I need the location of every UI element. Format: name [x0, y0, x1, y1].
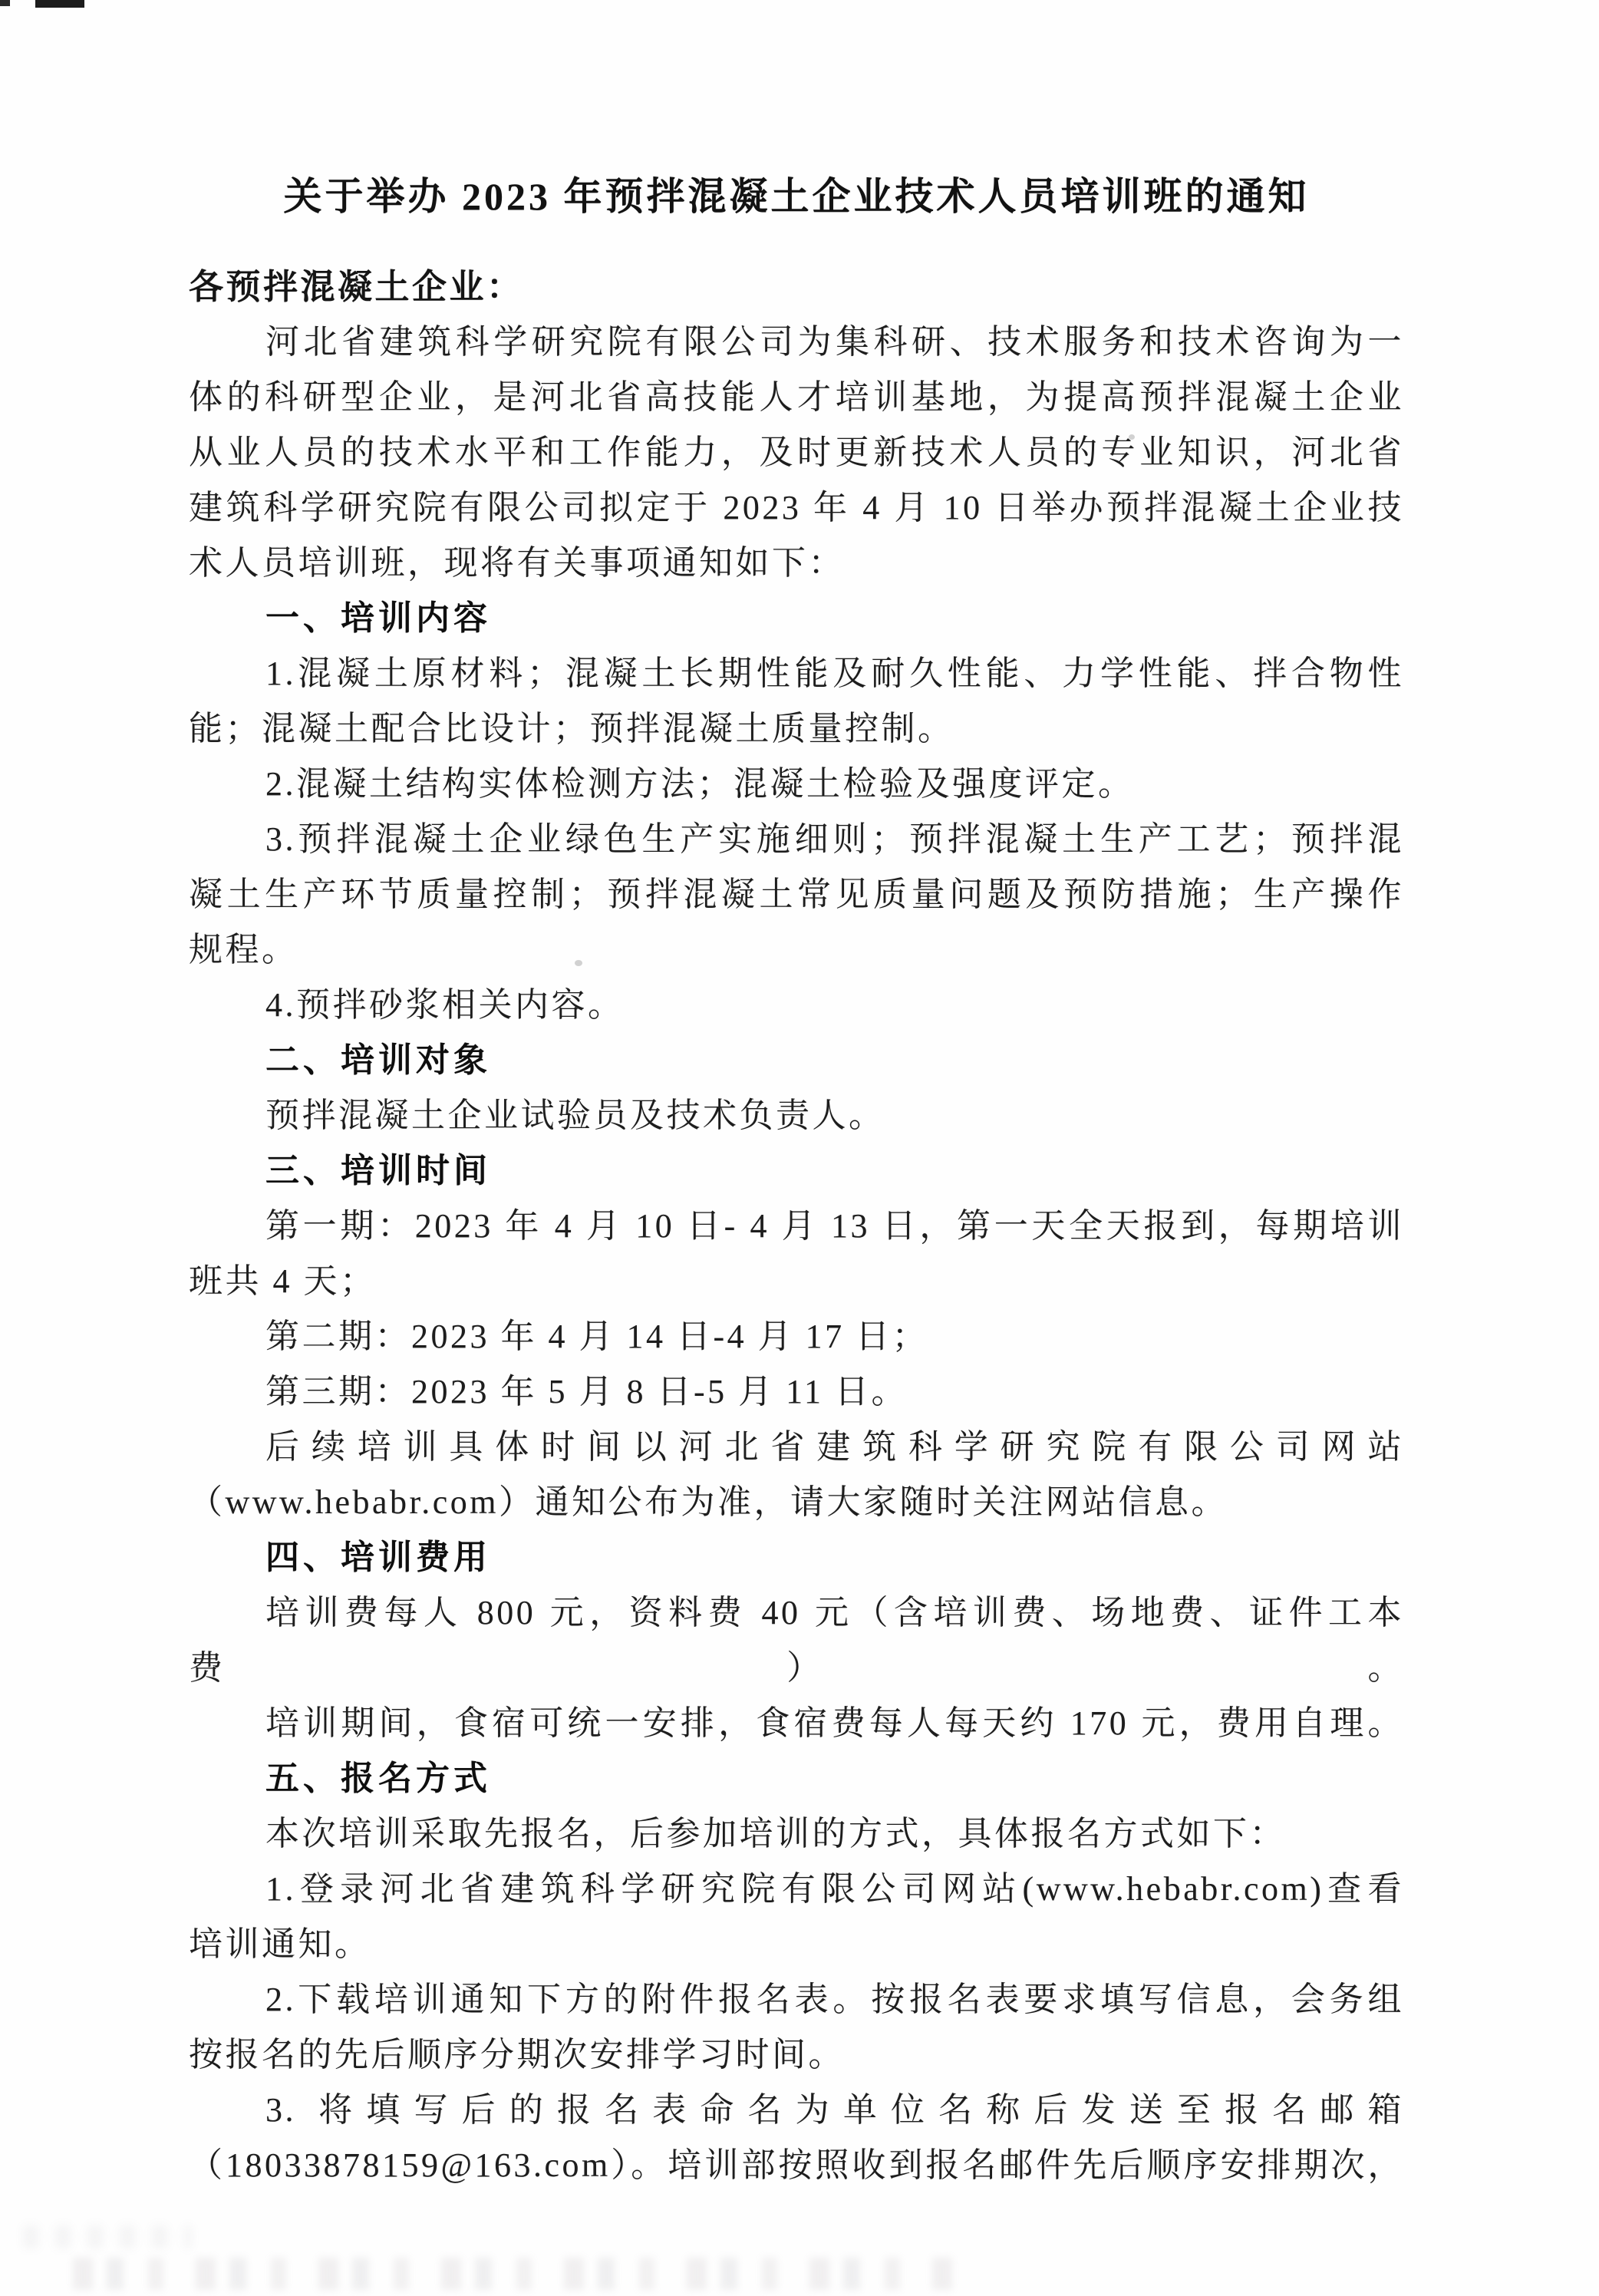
text-line: 3.预拌混凝土企业绿色生产实施细则；预拌混凝土生产工艺；预拌混 [265, 820, 1404, 858]
text-line: 第一期：2023 年 4 月 10 日- 4 月 13 日，第一天全天报到，每期培训 [265, 1207, 1404, 1245]
notice-document [189, 164, 1404, 2193]
salutation-line: 各预拌混凝土企业： [189, 268, 524, 306]
text-line: 按报名的先后顺序分期次安排学习时间。 [189, 2036, 845, 2073]
text-line: 体的科研型企业，是河北省高技能人才培训基地，为提高预拌混凝土企业 [189, 378, 1404, 416]
section-heading: 四、培训费用 [265, 1538, 491, 1577]
page-bleed-through-artifact [23, 2225, 192, 2248]
section-heading: 三、培训时间 [265, 1151, 491, 1190]
section-heading: 五、报名方式 [265, 1759, 491, 1798]
text-line: 后续培训具体时间以河北省建筑科学研究院有限公司网站 [265, 1428, 1404, 1466]
text-line: 第二期：2023 年 4 月 14 日-4 月 17 日； [265, 1318, 929, 1355]
text-line: 预拌混凝土企业试验员及技术负责人。 [265, 1097, 885, 1134]
text-line: 第三期：2023 年 5 月 8 日-5 月 11 日。 [265, 1373, 908, 1410]
text-line: 凝土生产环节质量控制；预拌混凝土常见质量问题及预防措施；生产操作 [189, 876, 1404, 913]
text-line: 班共 4 天； [189, 1262, 377, 1300]
text-line: 能；混凝土配合比设计；预拌混凝土质量控制。 [189, 710, 954, 747]
text-line: 培训通知。 [189, 1925, 371, 1963]
section-heading: 二、培训对象 [265, 1041, 491, 1080]
scan-artifact-mark [0, 0, 10, 6]
scan-artifact-mark [35, 0, 84, 8]
text-line: 3. 将填写后的报名表命名为单位名称后发送至报名邮箱 [265, 2091, 1404, 2129]
text-line: （www.hebabr.com）通知公布为准，请大家随时关注网站信息。 [189, 1483, 1228, 1521]
text-line: 从业人员的技术水平和工作能力，及时更新技术人员的专业知识，河北省 [189, 434, 1404, 471]
text-line: 河北省建筑科学研究院有限公司为集科研、技术服务和技术咨询为一 [265, 323, 1404, 361]
text-line: 规程。 [189, 931, 298, 968]
section-heading: 一、培训内容 [265, 599, 491, 638]
text-line: 培训期间，食宿可统一安排，食宿费每人每天约 170 元，费用自理。 [265, 1704, 1404, 1742]
text-line: 术人员培训班，现将有关事项通知如下： [189, 544, 845, 582]
document-title: 关于举办 2023 年预拌混凝土企业技术人员培训班的通知 [283, 175, 1310, 218]
text-line: （18033878159@163.com）。培训部按照收到报名邮件先后顺序安排期次， [189, 2146, 1404, 2184]
text-line: 培训费每人 800 元，资料费 40 元（含培训费、场地费、证件工本费）。 [189, 1594, 1404, 1687]
text-line: 本次培训采取先报名，后参加培训的方式，具体报名方式如下： [265, 1815, 1286, 1852]
text-line: 2.下载培训通知下方的附件报名表。按报名表要求填写信息，会务组 [265, 1981, 1404, 2018]
text-line: 建筑科学研究院有限公司拟定于 2023 年 4 月 10 日举办预拌混凝土企业技 [189, 489, 1404, 526]
text-line: 4.预拌砂浆相关内容。 [265, 986, 625, 1024]
text-line: 1.混凝土原材料；混凝土长期性能及耐久性能、力学性能、拌合物性 [265, 655, 1404, 692]
document-body [189, 315, 1404, 2193]
text-line: 2.混凝土结构实体检测方法；混凝土检验及强度评定。 [265, 765, 1135, 803]
text-line: 1.登录河北省建筑科学研究院有限公司网站(www.hebabr.com)查看 [265, 1870, 1404, 1908]
page-bleed-through-artifact [73, 2258, 963, 2290]
